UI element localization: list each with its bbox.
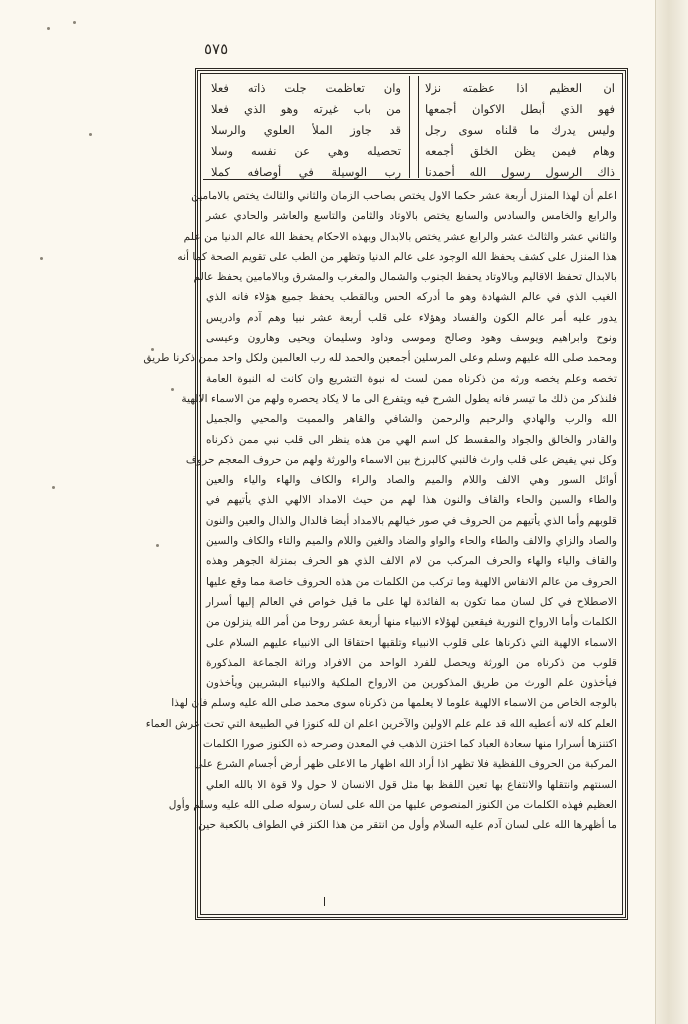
poem-verse: من باب غيرته وهو الذي فعلا xyxy=(211,102,401,116)
prose-line: العلم كله لانه أعطيه الله قد علم علم الاولين والآخرين اعلم ان لله كنوزا في الطبيعة التي تحت عرش العماء xyxy=(145,716,617,730)
prose-line: قلوب من ذكرناه من الورثة ويحصل للفرد الواحد من الافراد وراثة الجماعة المذكورة xyxy=(206,655,617,669)
paper-speck xyxy=(151,348,154,351)
prose-line: ونوح وابراهيم ويوسف وهود وصالح وموسى وداود وسليمان ويحيى وهارون وعيسى xyxy=(206,331,617,345)
prose-line: الاسماء الالهية التي ذكرناها على قلوب الانبياء وتلقيها احتقاقا الى الانبياء عليهم السلام على xyxy=(206,635,617,649)
prose-line: بالوجه الخاص من الاسماء الالهية علوما لا يعلمها من ذكرناه سوى محمد صلى الله عليه وسلم فان لهذا xyxy=(171,696,617,710)
paper-speck xyxy=(47,27,50,30)
poem-left-column xyxy=(211,78,401,179)
prose-line: بالابدال تحفظ الاقاليم وبالاوتاد يحفظ الجنوب والشمال والمغرب والمشرق وبالامامين يحفظ عالم xyxy=(193,270,617,284)
prose-line: الله والرب والهادي والرحيم والرحمن والشافي والقاهر والمميت والمحيي والجميل xyxy=(206,412,617,426)
poem-right-column xyxy=(425,78,615,179)
prose-line: هذا المنزل على كشف يحفظ الله الوجود على عالم الدنيا وتظهر من الطب على تقويم الصحة كما أنه xyxy=(177,249,617,263)
prose-line: والصاد والزاي والالف والطاء والحاء والواو والضاد والغين واللام والميم والتاء والكاف والسين xyxy=(206,534,617,548)
prose-line: السنتهم وانتقلها والانتفاع بها تعين اللفظ بها مثل قول الانسان لا حول ولا قوة الا بالله العلي xyxy=(206,777,617,791)
prose-line: فيأخذون علم الورث من طريق المذكورين من الارواح الملكية والانبياء البشريين ويأخذون xyxy=(206,676,617,690)
poem-column-divider xyxy=(409,76,419,178)
paper-speck xyxy=(73,21,76,24)
prose-line: والثاني عشر والثالث عشر والرابع عشر يختص بالابدال وبهذه الاحكام يحفظ الله عالم الدنيا من علم xyxy=(183,229,617,243)
prose-body xyxy=(143,186,617,908)
prose-line: ما أظهرها الله على لسان آدم عليه السلام وأول من انتقر من هذا الكنز في الطواف بالكعبة حين xyxy=(198,818,617,832)
paper-speck xyxy=(171,388,174,391)
paper-speck xyxy=(40,257,43,260)
poem-verse: قد جاوز الملأ العلوي والرسلا xyxy=(211,123,401,137)
poem-verse: تحصيله وهي عن نفسه وسلا xyxy=(211,144,401,158)
page-number: ٥٧٥ xyxy=(204,40,229,58)
poem-verse: فهو الذي أبطل الاكوان أجمعها xyxy=(425,102,615,116)
prose-line: ومحمد صلى الله عليهم وسلم وعلى المرسلين أجمعين والحمد لله رب العالمين ولكل واحد ممن ذكرنا طريق xyxy=(143,351,617,365)
prose-line: المركبة من الحروف اللفظية فلا تظهر اذا أراد الله اظهار ما الاعلى ظهر أرض أجسام الشرع على xyxy=(194,757,617,771)
prose-line: اكتنزها أسرارا منها سعادة العباد كما اختزن الذهب في المعدن وصرحه ذه الكنوز صورا الكلمات xyxy=(202,737,617,751)
prose-line: يدور عليه أمر عالم الكون والفساد وهؤلاء على قلب أربعة عشر نبيا وهم آدم وادريس xyxy=(206,310,617,324)
prose-line: أوائل السور وهي الالف واللام والميم والصاد والراء والكاف والهاء والياء والعين xyxy=(206,473,617,487)
poem-verse: وان تعاظمت جلت ذاته فعلا xyxy=(211,81,401,95)
poem-verse: ان العظيم اذا عظمته نزلا xyxy=(425,81,615,95)
prose-line: والقاف والياء والهاء والحرف المركب من لام الالف الذي هو الحرف بمنزلة الجوهر وهذه xyxy=(206,554,617,568)
prose-line: وكل نبي يفيض على قلب وارث فالنبي كالبرزخ بين الاسماء والورثة ولهم من حروف المعجم حروف xyxy=(185,452,617,466)
poem-verse: وهام فيمن يظن الخلق أجمعه xyxy=(425,144,615,158)
poem-verse: ذاك الرسول رسول الله أحمدنا xyxy=(425,165,615,179)
prose-line: الاصطلاح في كل لسان مما تكون به الفائدة لها على ما قيل خواص في العالم إليها أسرار xyxy=(206,594,617,608)
paper-speck xyxy=(156,544,159,547)
prose-line: الغيب الذي في عالم الشهادة وهو ما أدركه الحس وبالقطب يحفظ جميع هؤلاء فانه الذي xyxy=(206,290,617,304)
prose-line: قلوبهم وأما الذي يأتيهم من الحروف في صور خيالهم بالامداد أيضا فالدال والذال والعين والنون xyxy=(205,513,617,527)
prose-line: العظيم فهذه الكلمات من الكنوز المنصوص عليها من الله على لسان رسوله صلى الله عليه وسلم وأول xyxy=(168,797,617,811)
poem-block xyxy=(203,76,620,180)
prose-line: الكلمات وأما الارواح النورية فيقعين لهؤلاء الانبياء منها أربعة عشر روحا من أمر الله ينزلون من xyxy=(206,615,617,629)
prose-line: والقادر والخالق والجواد والمقسط كل اسم الهي من هذه ينظر الى قلب نبي ممن ذكرناه xyxy=(206,432,617,446)
book-gutter-edge xyxy=(655,0,688,1024)
prose-line: والرابع والخامس والسادس والسابع يختص بالاوتاد والثامن والتاسع والعاشر والحادي عشر xyxy=(206,209,617,223)
bottom-tick-mark xyxy=(324,897,325,906)
prose-line: والطاء والسين والحاء والقاف والنون هذا لهم من حيث الامداد الالهي الذي يأتيهم في xyxy=(206,493,617,507)
prose-line: الحروف من عالم الانفاس الالهية وما تركب من الكلمات من هذه الحروف خاصة مما وقع عليها xyxy=(206,574,617,588)
prose-line: اعلم أن لهذا المنزل أربعة عشر حكما الاول يختص بصاحب الزمان والثاني والثالث يختص بالامامين xyxy=(191,189,617,202)
paper-speck xyxy=(89,133,92,136)
prose-line: فلنذكر من ذلك ما تيسر فانه يطول الشرح فيه ويتفرع الى ما لا يكاد يحصره ولهم من الاسماء الالهية xyxy=(181,391,617,405)
paper-speck xyxy=(52,486,55,489)
poem-verse: وليس يدرك ما قلناه سوى رجل xyxy=(425,123,615,137)
prose-line: تخصه وعلم يخصه ورثه من ذكرناه ممن لست له نبوة التشريع وان كانت له النبوة العامة xyxy=(206,371,617,385)
poem-verse: رب الوسيلة في أوصافه كملا xyxy=(211,165,401,179)
